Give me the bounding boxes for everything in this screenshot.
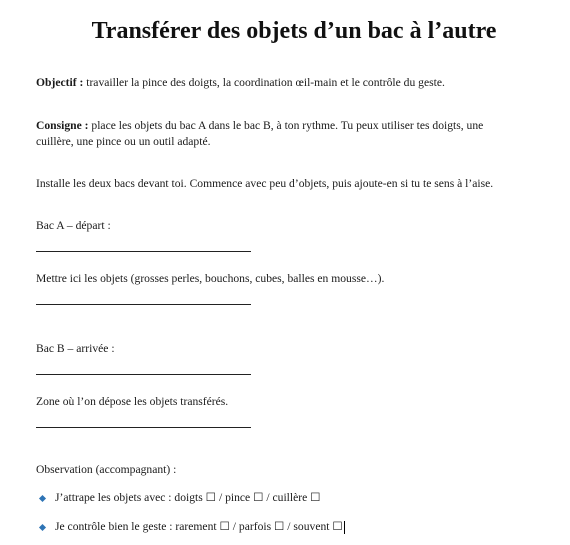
observation-item [40, 490, 540, 506]
diamond-bullet-icon [39, 523, 46, 530]
observation-item [40, 519, 540, 535]
bac-a-description: Mettre ici les objets (grosses perles, bouchons, cubes, balles en mousse…). [36, 272, 385, 285]
consigne-label: Consigne : [36, 119, 89, 132]
bac-b-description-line[interactable] [36, 427, 251, 428]
bac-a-description-line[interactable] [36, 304, 251, 305]
page-title: Transférer des objets d’un bac à l’autre [91, 18, 497, 44]
objectif-paragraph [36, 75, 536, 91]
bac-b-answer-line[interactable] [36, 374, 251, 375]
consigne-text-1: place les objets du bac A dans le bac B, à ton rythme. Tu peux utiliser tes doigts, une [88, 119, 484, 132]
objectif-text: travailler la pince des doigts, la coordination œil-main et le contrôle du geste. [83, 76, 445, 89]
bac-a-label: Bac A – départ : [36, 219, 111, 232]
observation-item-text: Je contrôle bien le geste : rarement ☐ / parfois ☐ / souvent ☐ [55, 520, 343, 533]
consigne-line-1 [36, 118, 536, 134]
observation-label: Observation (accompagnant) : [36, 463, 177, 476]
bac-a-answer-line[interactable] [36, 251, 251, 252]
observation-item-text: J’attrape les objets avec : doigts ☐ / pince ☐ / cuillère ☐ [55, 491, 321, 504]
bac-b-description: Zone où l’on dépose les objets transférés. [36, 395, 229, 408]
bac-b-label: Bac B – arrivée : [36, 342, 115, 355]
text-cursor [344, 521, 345, 534]
instruction-paragraph: Installe les deux bacs devant toi. Commence avec peu d’objets, puis ajoute-en si tu te sens à l’aise. [36, 177, 494, 190]
consigne-paragraph [36, 118, 536, 150]
objectif-label: Objectif : [36, 76, 84, 89]
diamond-bullet-icon [39, 494, 46, 501]
consigne-text-2: cuillère, une pince ou un outil adapté. [36, 135, 211, 148]
